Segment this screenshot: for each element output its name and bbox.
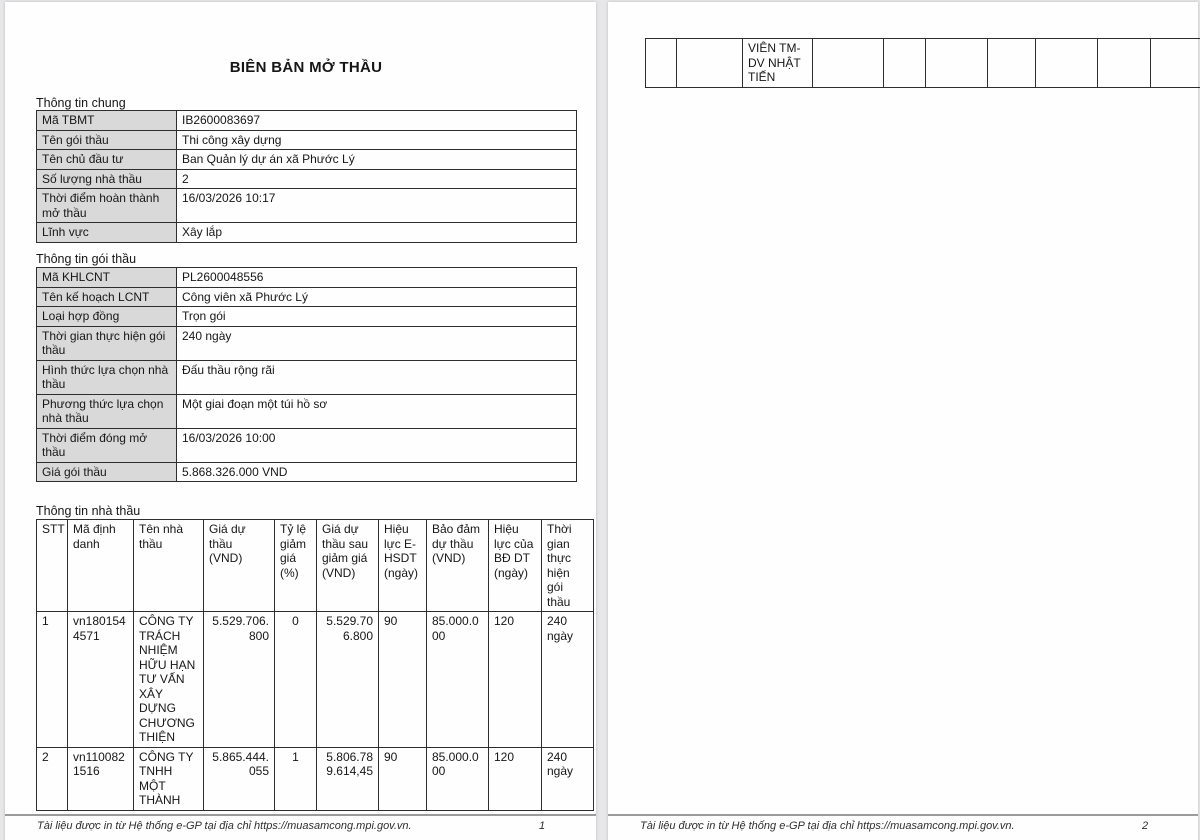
- contractor-row-continued: [646, 39, 1200, 88]
- cell-bid-price: 5.865.444.055: [204, 747, 275, 810]
- info-row: [37, 326, 577, 360]
- contractor-header-row: [37, 520, 594, 612]
- col-header-bid-price: Giá dự thầu (VND): [204, 520, 275, 612]
- info-label: Tên kế hoạch LCNT: [37, 287, 177, 307]
- info-label: Thời gian thực hiện gói thầu: [37, 326, 177, 360]
- info-label: Tên gói thầu: [37, 130, 177, 150]
- cell-id: [677, 39, 743, 88]
- info-value: Trọn gói: [177, 307, 577, 327]
- info-value: Một giai đoạn một túi hồ sơ: [177, 394, 577, 428]
- cell-duration: 240 ngày: [542, 747, 594, 810]
- col-header-name: Tên nhà thầu: [134, 520, 204, 612]
- section-heading-general: Thông tin chung: [36, 96, 126, 110]
- cell-discount: [884, 39, 926, 88]
- cell-discount: 0: [275, 612, 317, 748]
- cell-guarantee: [1036, 39, 1098, 88]
- footer-page-number: 2: [1142, 820, 1149, 832]
- section-heading-package: Thông tin gói thầu: [36, 252, 137, 266]
- cell-id: vn1100821516: [68, 747, 134, 810]
- info-value: Công viên xã Phước Lý: [177, 287, 577, 307]
- footer-source-text: Tài liệu được in từ Hệ thống e-GP tại địa chỉ https://muasamcong.mpi.gov.vn.: [37, 820, 412, 832]
- cell-guarantee: 85.000.000: [427, 747, 489, 810]
- page-2: [608, 2, 1198, 840]
- footer-divider: [5, 814, 596, 816]
- cell-discount: 1: [275, 747, 317, 810]
- info-value: 5.868.326.000 VND: [177, 462, 577, 482]
- info-value: Ban Quản lý dự án xã Phước Lý: [177, 150, 577, 170]
- info-label: Thời điểm hoàn thành mở thầu: [37, 189, 177, 223]
- col-header-guarantee: Bảo đảm dự thầu (VND): [427, 520, 489, 612]
- info-label: Tên chủ đầu tư: [37, 150, 177, 170]
- info-value: 240 ngày: [177, 326, 577, 360]
- package-info-table: [36, 267, 577, 482]
- cell-guarantee: 85.000.000: [427, 612, 489, 748]
- contractor-table-continuation: [645, 38, 1200, 88]
- info-row: [37, 360, 577, 394]
- cell-guarantee-validity: 120: [489, 747, 542, 810]
- cell-stt: [646, 39, 677, 88]
- cell-price-after: [926, 39, 988, 88]
- info-row: [37, 268, 577, 288]
- cell-bid-price: [813, 39, 884, 88]
- col-header-id: Mã định danh: [68, 520, 134, 612]
- info-value: Thi công xây dựng: [177, 130, 577, 150]
- info-row: [37, 462, 577, 482]
- info-row: [37, 223, 577, 243]
- info-value: IB2600083697: [177, 111, 577, 131]
- info-label: Hình thức lựa chọn nhà thầu: [37, 360, 177, 394]
- info-row: [37, 287, 577, 307]
- info-label: Mã KHLCNT: [37, 268, 177, 288]
- document-title: BIÊN BẢN MỞ THẦU: [229, 59, 383, 76]
- info-label: Mã TBMT: [37, 111, 177, 131]
- col-header-discount: Tỷ lệ giảm giá (%): [275, 520, 317, 612]
- info-label: Giá gói thầu: [37, 462, 177, 482]
- cell-duration: 240 ngày: [542, 612, 594, 748]
- footer-source-text: Tài liệu được in từ Hệ thống e-GP tại địa chỉ https://muasamcong.mpi.gov.vn.: [640, 820, 1015, 832]
- cell-validity: [988, 39, 1036, 88]
- cell-validity: 90: [379, 612, 427, 748]
- info-row: [37, 150, 577, 170]
- cell-name: CÔNG TY TRÁCH NHIỆM HỮU HẠN TƯ VẤN XÂY DỰNG CHƯƠNG THIỆN: [134, 612, 204, 748]
- footer-divider: [608, 814, 1198, 816]
- info-value: Đấu thầu rộng rãi: [177, 360, 577, 394]
- cell-name: CÔNG TY TNHH MỘT THÀNH: [134, 747, 204, 810]
- cell-guarantee-validity: [1098, 39, 1151, 88]
- info-value: 2: [177, 169, 577, 189]
- col-header-price-after: Giá dự thầu sau giảm giá (VND): [317, 520, 379, 612]
- info-value: 16/03/2026 10:17: [177, 189, 577, 223]
- info-label: Phương thức lựa chọn nhà thầu: [37, 394, 177, 428]
- cell-duration: [1151, 39, 1200, 88]
- general-info-table: [36, 110, 577, 243]
- cell-guarantee-validity: 120: [489, 612, 542, 748]
- cell-price-after: 5.529.706.800: [317, 612, 379, 748]
- info-label: Loại hợp đồng: [37, 307, 177, 327]
- contractor-row: [37, 747, 594, 810]
- info-row: [37, 428, 577, 462]
- info-value: 16/03/2026 10:00: [177, 428, 577, 462]
- cell-name-continuation: VIÊN TM-DV NHẬT TIẾN: [743, 39, 813, 88]
- info-row: [37, 130, 577, 150]
- cell-id: vn1801544571: [68, 612, 134, 748]
- cell-validity: 90: [379, 747, 427, 810]
- section-heading-contractors: Thông tin nhà thầu: [36, 504, 141, 518]
- cell-stt: 1: [37, 612, 68, 748]
- page-1: [5, 2, 596, 840]
- info-label: Lĩnh vực: [37, 223, 177, 243]
- info-label: Số lượng nhà thầu: [37, 169, 177, 189]
- col-header-stt: STT: [37, 520, 68, 612]
- footer-page-number: 1: [539, 820, 546, 832]
- info-row: [37, 111, 577, 131]
- info-row: [37, 169, 577, 189]
- info-row: [37, 189, 577, 223]
- info-value: PL2600048556: [177, 268, 577, 288]
- cell-stt: 2: [37, 747, 68, 810]
- cell-bid-price: 5.529.706.800: [204, 612, 275, 748]
- cell-price-after: 5.806.789.614,45: [317, 747, 379, 810]
- col-header-duration: Thời gian thực hiện gói thầu: [542, 520, 594, 612]
- contractor-row: [37, 612, 594, 748]
- info-row: [37, 307, 577, 327]
- info-value: Xây lắp: [177, 223, 577, 243]
- col-header-guarantee-validity: Hiệu lực của BĐ DT (ngày): [489, 520, 542, 612]
- info-label: Thời điểm đóng mở thầu: [37, 428, 177, 462]
- info-row: [37, 394, 577, 428]
- contractor-table: [36, 519, 594, 811]
- col-header-validity: Hiệu lực E-HSDT (ngày): [379, 520, 427, 612]
